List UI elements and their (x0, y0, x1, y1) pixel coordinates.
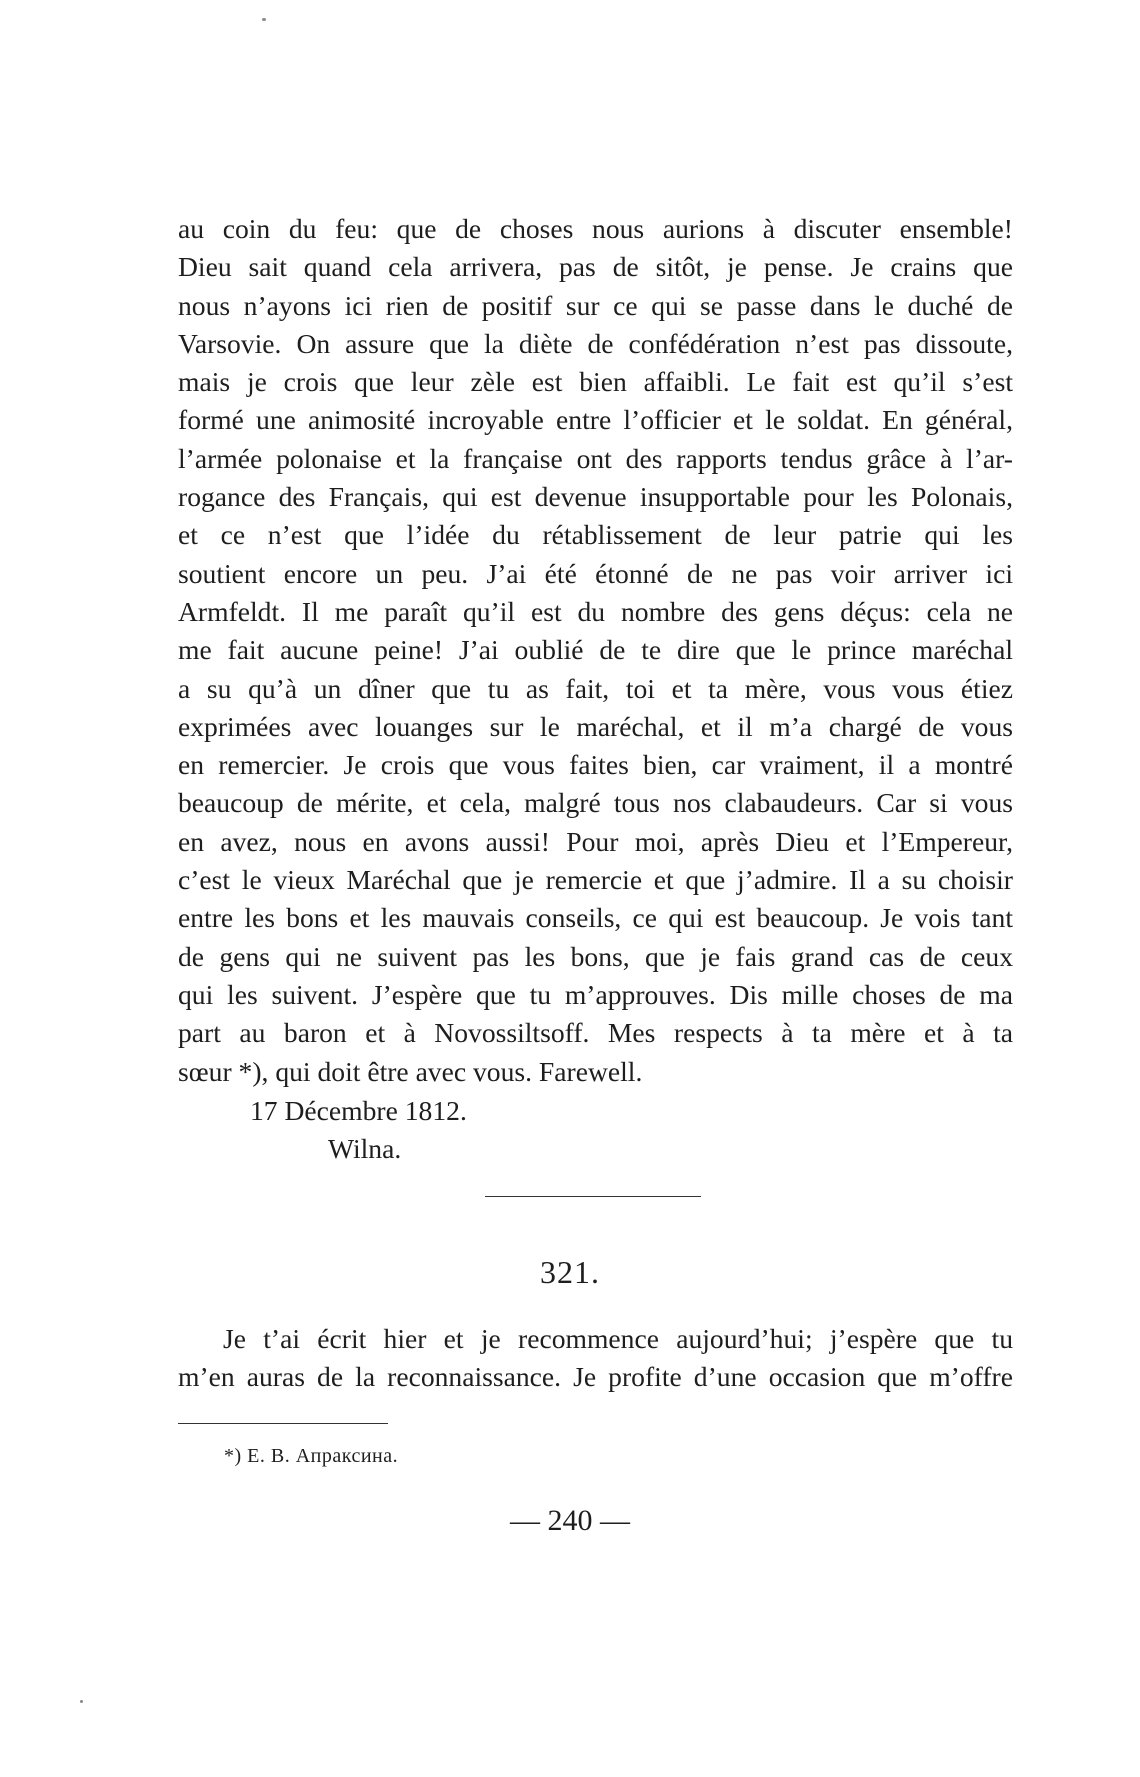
ink-speck (80, 1700, 83, 1703)
section-separator (485, 1196, 701, 1197)
text-line: qui les suivent. J’espère que tu m’approuves. Dis mille choses de ma (178, 978, 1013, 1010)
text-line: sœur *), qui doit être avec vous. Farewell. (178, 1055, 643, 1087)
text-line: entre les bons et les mauvais conseils, ce qui est beaucoup. Je vois tant (178, 902, 1013, 934)
next-letter-body (178, 1320, 1013, 1397)
text-line: de gens qui ne suivent pas les bons, que je fais grand cas de ceux (178, 940, 1013, 972)
text-line: a su qu’à un dîner que tu as fait, toi et ta mère, vous vous étiez (178, 672, 1013, 704)
letter-date: 17 Décembre 1812. (250, 1095, 467, 1126)
text-line: me fait aucune peine! J’ai oublié de te dire que le prince maréchal (178, 634, 1013, 666)
text-line: m’en auras de la reconnaissance. Je profite d’une occasion que m’offre (178, 1361, 1013, 1393)
text-line: rogance des Français, qui est devenue insupportable pour les Polonais, (178, 481, 1013, 513)
text-line: Armfeldt. Il me paraît qu’il est du nombre des gens déçus: cela ne (178, 595, 1013, 627)
text-line: Varsovie. On assure que la diète de confédération n’est pas dissoute, (178, 327, 1013, 359)
text-line: part au baron et à Novossiltsoff. Mes respects à ta mère et à ta (178, 1017, 1013, 1049)
footnote-rule (178, 1423, 388, 1424)
letter-closing (250, 1092, 467, 1168)
letter-number: 321. (540, 1254, 600, 1290)
text-line: en remercier. Je crois que vous faites bien, car vraiment, il a montré (178, 749, 1013, 781)
text-line: Dieu sait quand cela arrivera, pas de sitôt, je pense. Je crains que (178, 251, 1013, 283)
text-line: au coin du feu: que de choses nous aurions à discuter ensemble! (178, 213, 1013, 244)
letter-place: Wilna. (328, 1133, 402, 1164)
text-line: l’armée polonaise et la française ont des rapports tendus grâce à l’ar- (178, 442, 1013, 474)
text-line: beaucoup de mérite, et cela, malgré tous nos clabaudeurs. Car si vous (178, 787, 1013, 819)
text-line: mais je crois que leur zèle est bien affaibli. Le fait est qu’il s’est (178, 366, 1013, 398)
text-line: soutient encore un peu. J’ai été étonné de ne pas voir arriver ici (178, 557, 1013, 589)
text-line: en avez, nous en avons aussi! Pour moi, après Dieu et l’Empereur, (178, 825, 1013, 857)
page-number: — 240 — (510, 1504, 630, 1537)
text-line: c’est le vieux Maréchal que je remercie et que j’admire. Il a su choisir (178, 864, 1013, 896)
footnote: *) Е. В. Апраксина. (224, 1445, 399, 1467)
text-line: nous n’ayons ici rien de positif sur ce qui se passe dans le duché de (178, 289, 1013, 321)
ink-speck (262, 18, 266, 21)
text-line: exprimées avec louanges sur le maréchal, et il m’a chargé de vous (178, 710, 1013, 742)
text-line: Je t’ai écrit hier et je recommence aujourd’hui; j’espère que tu (223, 1323, 1013, 1354)
text-line: formé une animosité incroyable entre l’officier et le soldat. En général, (178, 404, 1013, 436)
text-line: et ce n’est que l’idée du rétablissement de leur patrie qui les (178, 519, 1013, 551)
letter-body (178, 210, 1013, 1091)
